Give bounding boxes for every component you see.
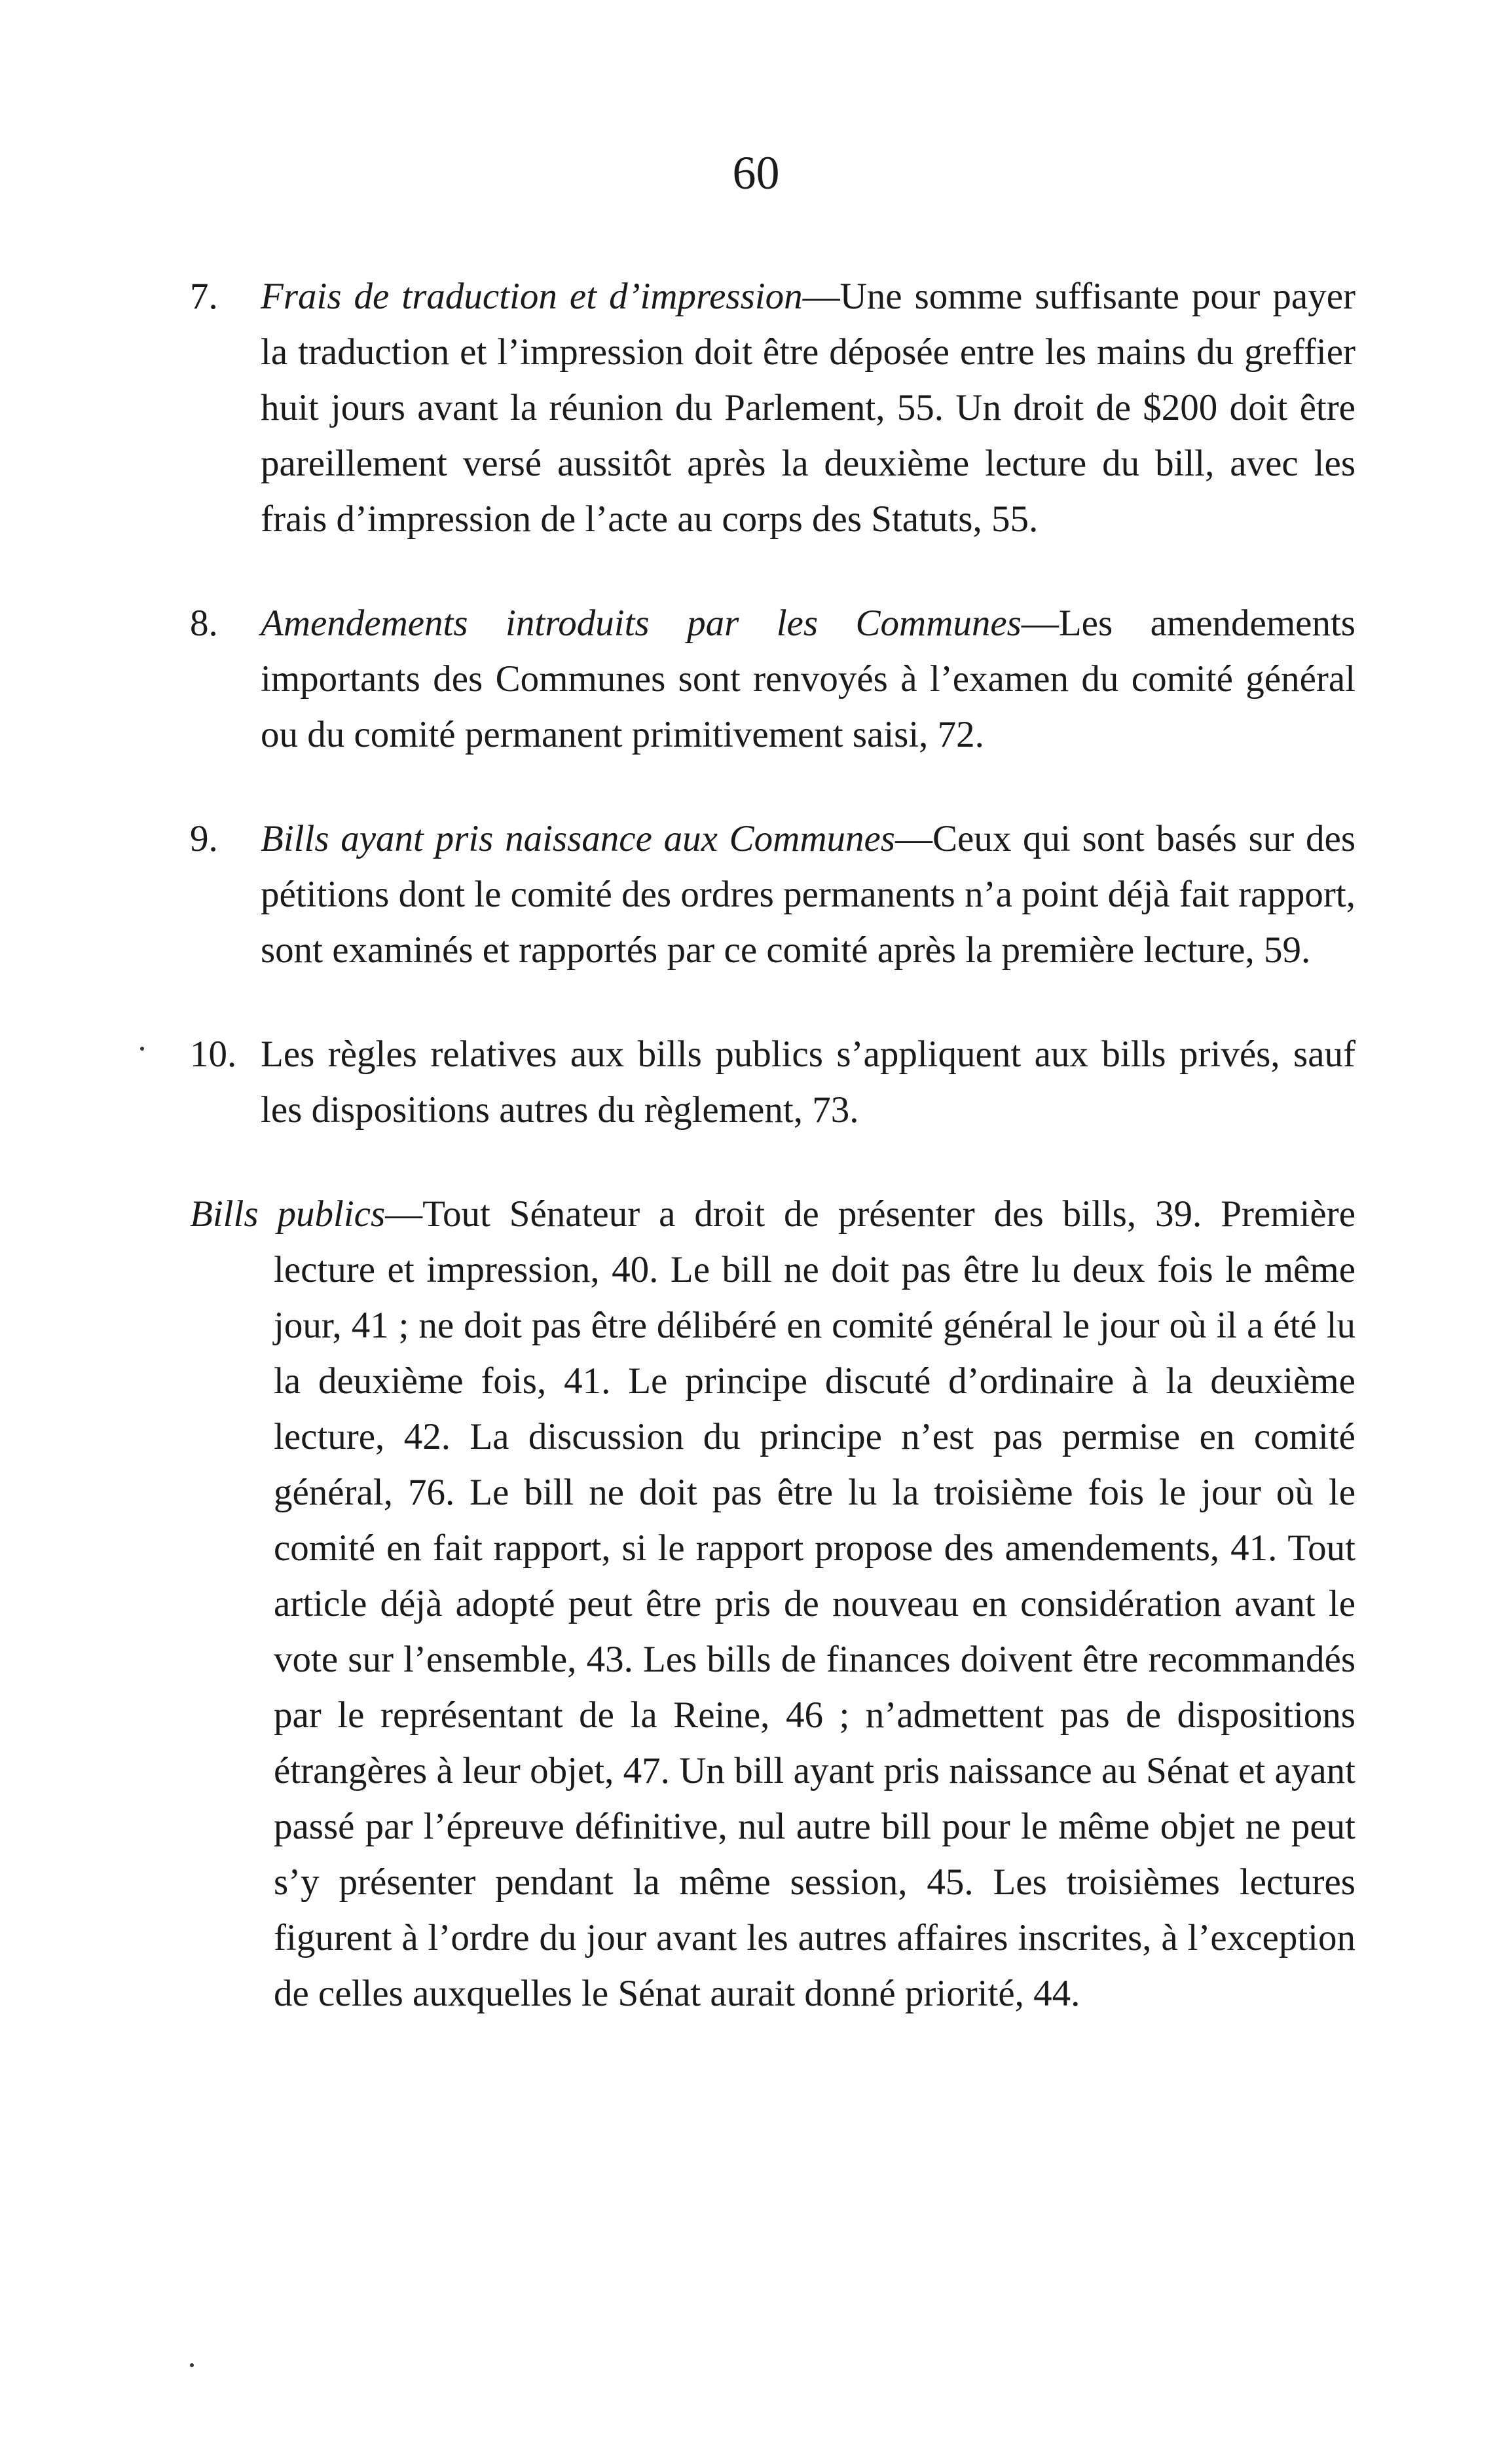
text-column	[190, 269, 1355, 2070]
entry-number: 10.	[190, 1034, 237, 1075]
entry-bills-publics	[190, 1186, 1355, 2021]
entry-title: Frais de traduction et d’impression	[261, 276, 803, 317]
entry-text: —Une somme suffisante pour payer la traduction et l’impression doit être déposée entre les mains du greffier huit jours avant la réunion du Parlement, 55. Un droit de $200 doit être pareillement versé aussitôt après la deuxième lecture du bill, avec les frais d’impression de l’acte au corps des Statuts, 55.	[261, 276, 1355, 540]
entry-9	[190, 811, 1355, 978]
page-number: 60	[732, 147, 780, 199]
entry-text: Les règles relatives aux bills publics s’appliquent aux bills privés, sauf les dispositions autres du règlement, 73.	[261, 1034, 1355, 1131]
entry-8	[190, 595, 1355, 762]
entry-text: —Ceux qui sont basés sur des pétitions dont le comité des ordres permanents n’a point déjà fait rapport, sont examinés et rapportés par ce comité après la première lecture, 59.	[261, 818, 1355, 971]
stray-ink-dot	[140, 1047, 144, 1051]
entry-number: 8.	[190, 603, 218, 644]
entry-title: Bills ayant pris naissance aux Communes	[261, 818, 895, 859]
entry-text: —Les amendements importants des Communes sont renvoyés à l’examen du comité général ou du comité permanent primitivement saisi, 72.	[261, 603, 1355, 755]
entry-7	[190, 269, 1355, 547]
entry-10	[190, 1026, 1355, 1138]
entry-text: —Tout Sénateur a droit de présenter des bills, 39. Première lecture et impression, 40. Le bill ne doit pas être lu deux fois le même jour, 41 ; ne doit pas être délibéré en comité général le jour où il a été lu la deuxième fois, 41. Le principe discuté d’ordinaire à la deuxième lecture, 42. La discussion du principe n’est pas permise en comité général, 76. Le bill ne doit pas être lu la troisième fois le jour où le comité en fait rapport, si le rapport propose des amendements, 41. Tout article déjà adopté peut être pris de nouveau en considération avant le vote sur l’ensemble, 43. Les bills de finances doivent être recommandés par le représentant de la Reine, 46 ; n’admettent pas de dispositions étrangères à leur objet, 47. Un bill ayant pris naissance au Sénat et ayant passé par l’épreuve définitive, nul autre bill pour le même objet ne peut s’y présenter pendant la même session, 45. Les troisièmes lectures figurent à l’ordre du jour avant les autres affaires inscrites, à l’exception de celles auxquelles le Sénat aurait donné priorité, 44.	[274, 1193, 1355, 2014]
stray-ink-dot	[190, 2363, 194, 2367]
entry-number: 7.	[190, 276, 218, 317]
entry-title: Amendements introduits par les Communes	[261, 603, 1022, 644]
entry-title: Bills publics	[190, 1193, 386, 1235]
entry-number: 9.	[190, 818, 218, 859]
